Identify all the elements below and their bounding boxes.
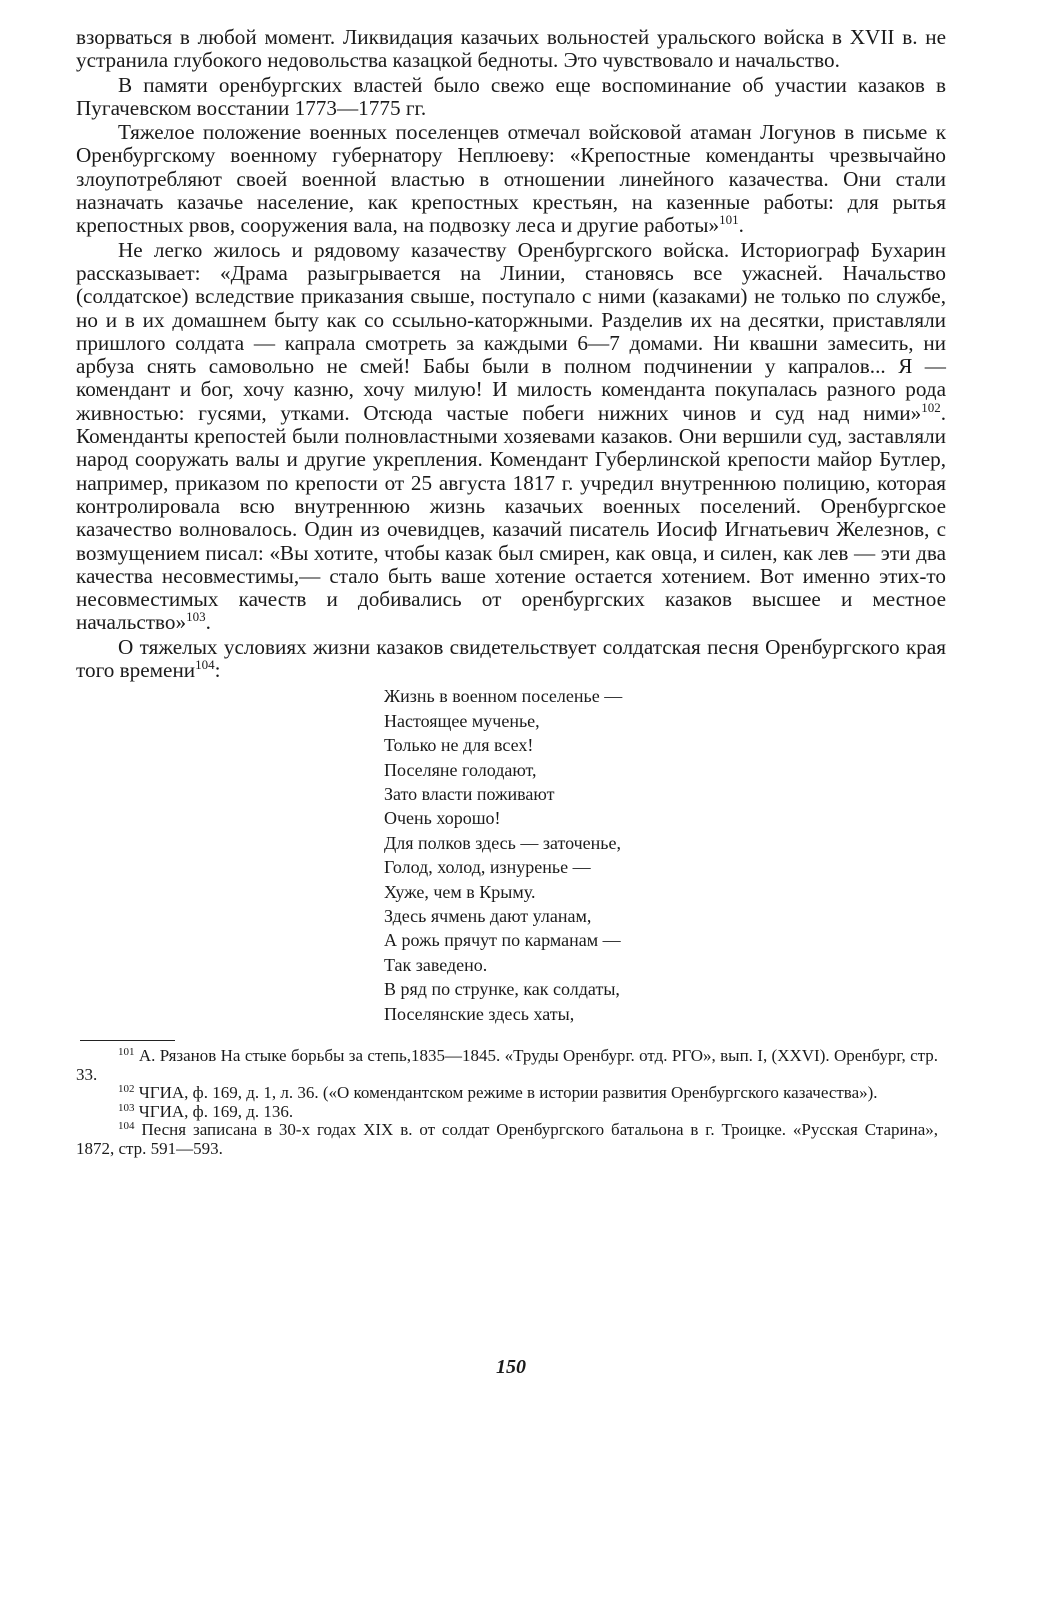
footnotes bbox=[76, 1047, 946, 1159]
page-body bbox=[76, 25, 946, 1378]
footnote-ref-104[interactable]: 104 bbox=[195, 657, 215, 673]
verse-line: Настоящее мученье, bbox=[384, 710, 540, 731]
verse-line: Здесь ячмень дают уланам, bbox=[384, 905, 592, 926]
verse-line: Жизнь в военном поселенье — bbox=[384, 686, 623, 707]
footnote-number: 102 bbox=[118, 1083, 135, 1096]
footnote-ref-101[interactable]: 101 bbox=[719, 212, 739, 228]
paragraph-4 bbox=[76, 239, 946, 635]
paragraph-punct: . bbox=[205, 610, 211, 635]
paragraph-text: Не легко жилось и рядовому казачеству Оренбургского войска. Историограф Бухарин рассказывает: «Драма разыгрывается на Линии, становясь все ужасней. Начальство (солдатское) вследствие приказания свыше, поступало с ними (казаками) не только по службе, но и в их домашнем быту как со ссыльно-каторжными. Разделив их на десятки, приставляли пришлого солдата — капрала смотреть за каждыми 6—7 домами. Ни квашни замесить, ни арбуза снять самовольно не смей! Бабы были в полном подчинении у капралов... Я — комендант и бог, хочу казню, хочу милую! И милость коменданта покупалась разного рода живностью: гусями, утками. Отсюда частые побеги нижних чинов и суд над ними» bbox=[76, 237, 946, 425]
paragraph-text: взорваться в любой момент. Ликвидация казачьих вольностей уральского войска в XVII в. не устранила глубокого недовольства казацкой бедноты. Это чувствовало и начальство. bbox=[76, 25, 946, 73]
footnote-102 bbox=[76, 1084, 938, 1103]
footnote-number: 101 bbox=[118, 1046, 135, 1058]
paragraph-punct: : bbox=[214, 658, 221, 683]
verse-line: В ряд по струнке, как солдаты, bbox=[384, 979, 620, 1000]
verse-line: Поселяне голодают, bbox=[384, 759, 537, 780]
verse-line: Хуже, чем в Крыму. bbox=[384, 881, 536, 902]
footnote-103 bbox=[76, 1103, 938, 1122]
paragraph-1 bbox=[76, 26, 946, 73]
verse-line: Зато власти поживают bbox=[384, 783, 555, 804]
paragraph-2 bbox=[76, 74, 946, 121]
song-verse bbox=[384, 684, 946, 1026]
paragraph-text: . Коменданты крепостей были полновластными хозяевами казаков. Они вершили суд, заставляли народ сооружать валы и другие укрепления. Комендант Губерлинской крепости майор Бутлер, например, приказом по крепости от 25 августа 1817 г. учредил внутреннюю полицию, которая контролировала всю внутреннюю жизнь казачьих военных поселений. Оренбургское казачество волновалось. Один из очевидцев, казачий писатель Иосиф Игнатьевич Железнов, с возмущением писал: «Вы хотите, чтобы казак был смирен, как овца, и силен, как лев — эти два качества несовместимы,— стало быть ваше хотение остается хотением. Вот именно этих-то несовместимых качеств и добивались от оренбургских казаков высшее и местное начальство» bbox=[76, 400, 946, 635]
footnote-number: 103 bbox=[118, 1101, 135, 1114]
footnote-text: Песня записана в 30-х годах XIX в. от солдат Оренбургского батальона в г. Троицке. «Русская Старина», 1872, стр. 591—593. bbox=[76, 1120, 939, 1158]
footnote-text: ЧГИА, ф. 169, д. 1, л. 36. («О комендантском режиме в истории развития Оренбургского казачества»). bbox=[138, 1083, 878, 1103]
footnote-divider bbox=[80, 1040, 175, 1041]
paragraph-punct: . bbox=[738, 213, 744, 238]
verse-line: Так заведено. bbox=[384, 954, 488, 975]
footnote-number: 104 bbox=[118, 1120, 135, 1133]
footnote-text: ЧГИА, ф. 169, д. 136. bbox=[138, 1101, 294, 1121]
verse-line: Для полков здесь — заточенье, bbox=[384, 832, 621, 853]
paragraph-3 bbox=[76, 121, 946, 237]
verse-line: Голод, холод, изнуренье — bbox=[384, 857, 591, 878]
footnote-101 bbox=[76, 1047, 938, 1084]
paragraph-text: В памяти оренбургских властей было свежо еще воспоминание об участии казаков в Пугачевском восстании 1773—1775 гг. bbox=[76, 72, 946, 120]
paragraph-5 bbox=[76, 636, 946, 683]
page-number: 150 bbox=[496, 1356, 526, 1378]
paragraph-text: Тяжелое положение военных поселенцев отмечал войсковой атаман Логунов в письме к Оренбургскому военному губернатору Неплюеву: «Крепостные коменданты чрезвычайно злоупотребляют своей военной властью в отношении линейного казачества. Они стали назначать казачье население, как крепостных крестьян, на казенные работы: для рытья крепостных рвов, сооружения вала, на подвозку леса и другие работы» bbox=[76, 120, 946, 238]
footnote-ref-102[interactable]: 102 bbox=[921, 399, 941, 415]
verse-line: А рожь прячут по карманам — bbox=[384, 930, 621, 951]
verse-line: Только не для всех! bbox=[384, 735, 534, 756]
footnote-ref-103[interactable]: 103 bbox=[186, 609, 206, 625]
paragraph-text: О тяжелых условиях жизни казаков свидетельствует солдатская песня Оренбургского края того времени bbox=[76, 634, 946, 683]
verse-line: Очень хорошо! bbox=[384, 808, 501, 829]
verse-line: Поселянские здесь хаты, bbox=[384, 1003, 575, 1024]
footnote-104 bbox=[76, 1121, 938, 1158]
footnote-text: А. Рязанов На стыке борьбы за степь,1835—1845. «Труды Оренбург. отд. РГО», вып. I, (XXVI). Оренбург, стр. 33. bbox=[76, 1046, 939, 1084]
